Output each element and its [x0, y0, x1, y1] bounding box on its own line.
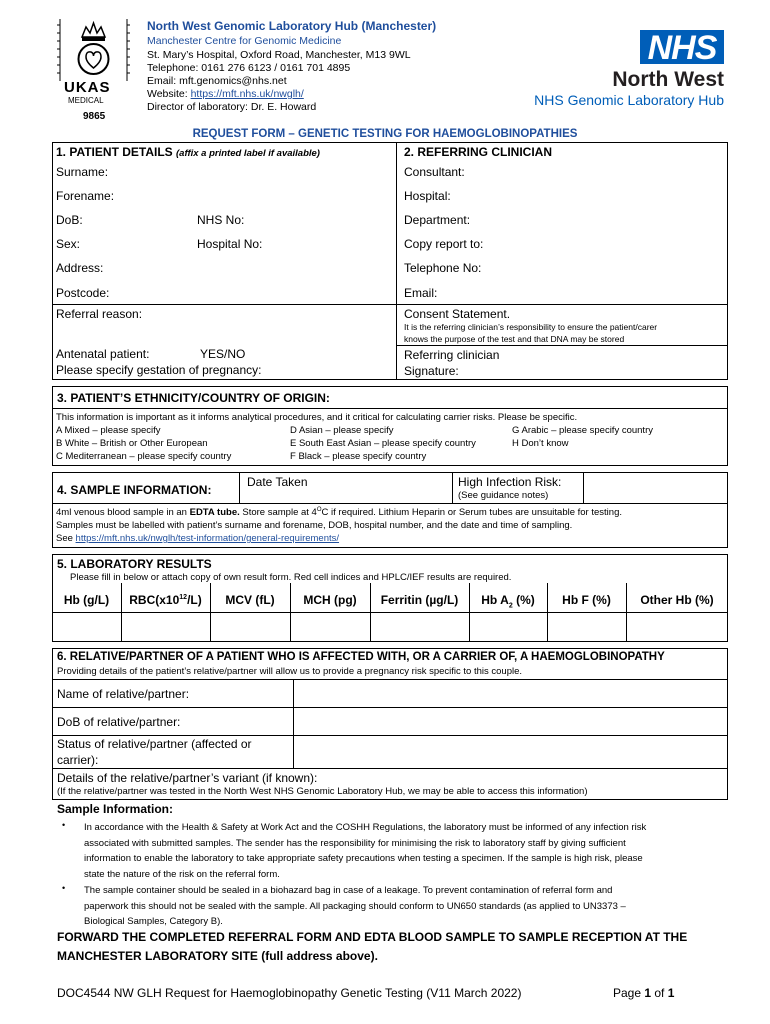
lab-director: Director of laboratory: Dr. E. Howard	[147, 101, 317, 113]
relative-status-label-1[interactable]: Status of relative/partner (affected or	[57, 737, 252, 751]
forename-label[interactable]: Forename:	[56, 189, 115, 203]
degree-sup: O	[316, 507, 322, 513]
patient-details-note: (affix a printed label if available)	[176, 148, 320, 159]
sample-line-1d: C if required. Lithium Heparin or Serum tubes are unsuitable for testing.	[321, 507, 622, 519]
lab-name: North West Genomic Laboratory Hub (Manchester)	[147, 19, 437, 33]
result-cell-mch[interactable]	[291, 613, 370, 641]
page-of: of	[651, 986, 668, 1000]
sample-line-3	[56, 533, 339, 544]
bullet-2-line: paperwork this should not be sealed with the sample. All packaging should conform to UN650 standards (as applied to UN3373 –	[84, 900, 626, 912]
signature-label-1: Referring clinician	[404, 348, 500, 362]
sample-info-title: 4. SAMPLE INFORMATION:	[57, 483, 212, 497]
bullet-1-line: In accordance with the Health & Safety at Work Act and the COSHH Regulations, the laboratory must be informed of any infection risk	[84, 822, 647, 833]
guidance-note: (See guidance notes)	[458, 490, 549, 501]
nhs-no-label[interactable]: NHS No:	[197, 213, 245, 227]
lab-results-intro: Please fill in below or attach copy of own result form. Red cell indices and HPLC/IEF results are required.	[70, 572, 512, 583]
ukas-logo	[55, 14, 130, 122]
nhs-logo: NHS	[640, 30, 724, 64]
ethnicity-option-f[interactable]: F Black – please specify country	[290, 451, 427, 462]
bullet-1-line: state the nature of the risk on the referral form.	[84, 868, 280, 880]
doc-reference: DOC4544 NW GLH Request for Haemoglobinopathy Genetic Testing (V11 March 2022)	[57, 986, 522, 1000]
result-cell-rbc[interactable]	[122, 613, 210, 641]
lab-telephone: Telephone: 0161 276 6123 / 0161 701 4895	[147, 62, 351, 74]
forward-instruction-2: MANCHESTER LABORATORY SITE (full address above).	[57, 949, 378, 963]
ethnicity-intro: This information is important as it informs analytical procedures, and it critical for calculating carrier risks. Please be specific.	[56, 412, 578, 423]
relative-partner-intro: Providing details of the patient’s relative/partner will allow us to provide a pregnancy risk specific to this couple.	[57, 666, 523, 677]
signature-label-2[interactable]: Signature:	[404, 364, 459, 378]
ethnicity-title: 3. PATIENT’S ETHNICITY/COUNTRY OF ORIGIN:	[57, 391, 330, 405]
bullet-2	[84, 883, 726, 930]
sex-label[interactable]: Sex:	[56, 237, 81, 251]
result-cell-hbf[interactable]	[548, 613, 626, 641]
bullet-1-icon: •	[62, 820, 66, 830]
col-mcv: MCV (fL)	[225, 593, 275, 607]
col-hba2	[469, 593, 547, 609]
sample-line-1c: Store sample at 4	[239, 507, 317, 519]
relative-partner-title: 6. RELATIVE/PARTNER OF A PATIENT WHO IS AFFECTED WITH, OR A CARRIER OF, A HAEMOGLOBINOPATHY	[57, 651, 665, 663]
col-rbc-sup: 12	[179, 594, 188, 601]
ethnicity-option-a[interactable]: A Mixed – please specify	[56, 425, 161, 436]
bullet-2-icon: •	[62, 883, 66, 893]
col-hb: Hb (g/L)	[63, 593, 110, 607]
centre-name: Manchester Centre for Genomic Medicine	[147, 35, 342, 47]
bullet-2-line: Biological Samples, Category B).	[84, 916, 223, 927]
page-current: 1	[644, 986, 652, 1000]
nhs-region: North West	[612, 68, 724, 91]
ukas-sub: MEDICAL	[68, 96, 104, 105]
lab-website	[147, 88, 304, 100]
infection-risk-label[interactable]: High Infection Risk:	[458, 475, 562, 489]
website-link[interactable]: https://mft.nhs.uk/nwglh/	[190, 88, 304, 100]
result-cell-other-hb[interactable]	[627, 613, 727, 641]
surname-label[interactable]: Surname:	[56, 165, 109, 179]
bullet-2-line: The sample container should be sealed in a biohazard bag in case of a leakage. To prevent contamination of referral form and	[84, 885, 613, 896]
gestation-label[interactable]: Please specify gestation of pregnancy:	[56, 363, 262, 377]
ukas-crown-icon	[56, 15, 131, 85]
page-label: Page	[613, 986, 645, 1000]
result-cell-ferritin[interactable]	[371, 613, 469, 641]
sample-line-3a: See	[56, 533, 76, 544]
general-requirements-link[interactable]: https://mft.nhs.uk/nwglh/test-information/general-requirements/	[75, 533, 340, 544]
form-title: REQUEST FORM – GENETIC TESTING FOR HAEMOGLOBINOPATHIES	[192, 128, 578, 140]
date-taken-label[interactable]: Date Taken	[247, 475, 308, 489]
consultant-label[interactable]: Consultant:	[404, 165, 465, 179]
col-rbc-b: /L)	[187, 593, 202, 607]
page-number	[613, 986, 674, 1000]
sample-line-2: Samples must be labelled with patient’s surname and forename, DOB, hospital number, and the date and time of sampling.	[56, 520, 573, 531]
referring-clinician-title: 2. REFERRING CLINICIAN	[404, 145, 553, 159]
col-other-hb: Other Hb (%)	[640, 593, 714, 607]
ethnicity-option-b[interactable]: B White – British or Other European	[56, 438, 208, 449]
ethnicity-option-e[interactable]: E South East Asian – please specify country	[290, 438, 476, 449]
consent-text-1: It is the referring clinician’s responsibility to ensure the patient/carer	[404, 322, 658, 332]
relative-dob-label[interactable]: DoB of relative/partner:	[57, 715, 181, 729]
antenatal-label: Antenatal patient:	[56, 347, 150, 361]
ethnicity-option-d[interactable]: D Asian – please specify	[290, 425, 394, 436]
referral-reason-label[interactable]: Referral reason:	[56, 307, 143, 321]
col-hba2-sub: 2	[508, 602, 513, 610]
col-rbc-a: RBC(x10	[129, 593, 180, 607]
sample-info-notes-title: Sample Information:	[57, 802, 174, 816]
relative-variant-label[interactable]: Details of the relative/partner’s variant (if known):	[57, 771, 318, 785]
result-cell-mcv[interactable]	[211, 613, 290, 641]
clinician-telephone-label[interactable]: Telephone No:	[404, 261, 482, 275]
ethnicity-option-c[interactable]: C Mediterranean – please specify country	[56, 451, 232, 462]
relative-status-label-2: carrier):	[57, 753, 99, 767]
department-label[interactable]: Department:	[404, 213, 471, 227]
postcode-label[interactable]: Postcode:	[56, 286, 110, 300]
ethnicity-option-h[interactable]: H Don’t know	[512, 438, 569, 449]
bullet-1	[84, 820, 726, 882]
hospital-label[interactable]: Hospital:	[404, 189, 451, 203]
relative-name-label[interactable]: Name of relative/partner:	[57, 687, 190, 701]
address-label[interactable]: Address:	[56, 261, 104, 275]
col-hba2-b: (%)	[512, 593, 535, 607]
edta-tube-text: EDTA tube.	[189, 507, 240, 519]
consent-title: Consent Statement.	[404, 307, 511, 321]
antenatal-yes-no[interactable]: YES/NO	[200, 347, 246, 361]
patient-details-title: 1. PATIENT DETAILS	[56, 145, 173, 159]
ukas-number: 9865	[83, 111, 106, 122]
forward-instruction-1: FORWARD THE COMPLETED REFERRAL FORM AND EDTA BLOOD SAMPLE TO SAMPLE RECEPTION AT THE	[57, 930, 688, 944]
hospital-no-label[interactable]: Hospital No:	[197, 237, 263, 251]
bullet-1-line: information to enable the laboratory to take appropriate safety precautions when testing a specimen. If the sample is high risk, please	[84, 853, 643, 864]
website-label: Website:	[147, 88, 191, 100]
ethnicity-option-g[interactable]: G Arabic – please specify country	[512, 425, 653, 436]
result-cell-hb[interactable]	[53, 613, 121, 641]
lab-address: St. Mary’s Hospital, Oxford Road, Manchester, M13 9WL	[147, 49, 411, 61]
lab-results-title: 5. LABORATORY RESULTS	[57, 557, 212, 571]
nhs-hub: NHS Genomic Laboratory Hub	[534, 92, 724, 108]
page-total: 1	[667, 986, 675, 1000]
lab-email: Email: mft.genomics@nhs.net	[147, 75, 287, 87]
col-hba2-a: Hb A	[481, 593, 509, 607]
col-rbc	[121, 593, 210, 607]
patient-details-heading	[56, 145, 320, 159]
sample-line-1	[56, 507, 622, 518]
ukas-label: UKAS	[64, 79, 111, 96]
clinician-email-label[interactable]: Email:	[404, 286, 438, 300]
sample-line-1a: 4ml venous blood sample in an	[56, 507, 190, 519]
col-ferritin: Ferritin (µg/L)	[380, 593, 459, 607]
consent-text-2: knows the purpose of the test and that DNA may be stored	[404, 334, 625, 344]
col-hbf: Hb F (%)	[562, 593, 611, 607]
result-cell-hba2[interactable]	[470, 613, 547, 641]
dob-label[interactable]: DoB:	[56, 213, 83, 227]
copy-report-label[interactable]: Copy report to:	[404, 237, 484, 251]
relative-variant-note: (If the relative/partner was tested in the North West NHS Genomic Laboratory Hub, we may be able to access this information)	[57, 786, 588, 797]
bullet-1-line: associated with submitted samples. The sender has the responsibility for minimising the risk to laboratory staff by giving sufficient	[84, 837, 626, 849]
col-mch: MCH (pg)	[303, 593, 357, 607]
